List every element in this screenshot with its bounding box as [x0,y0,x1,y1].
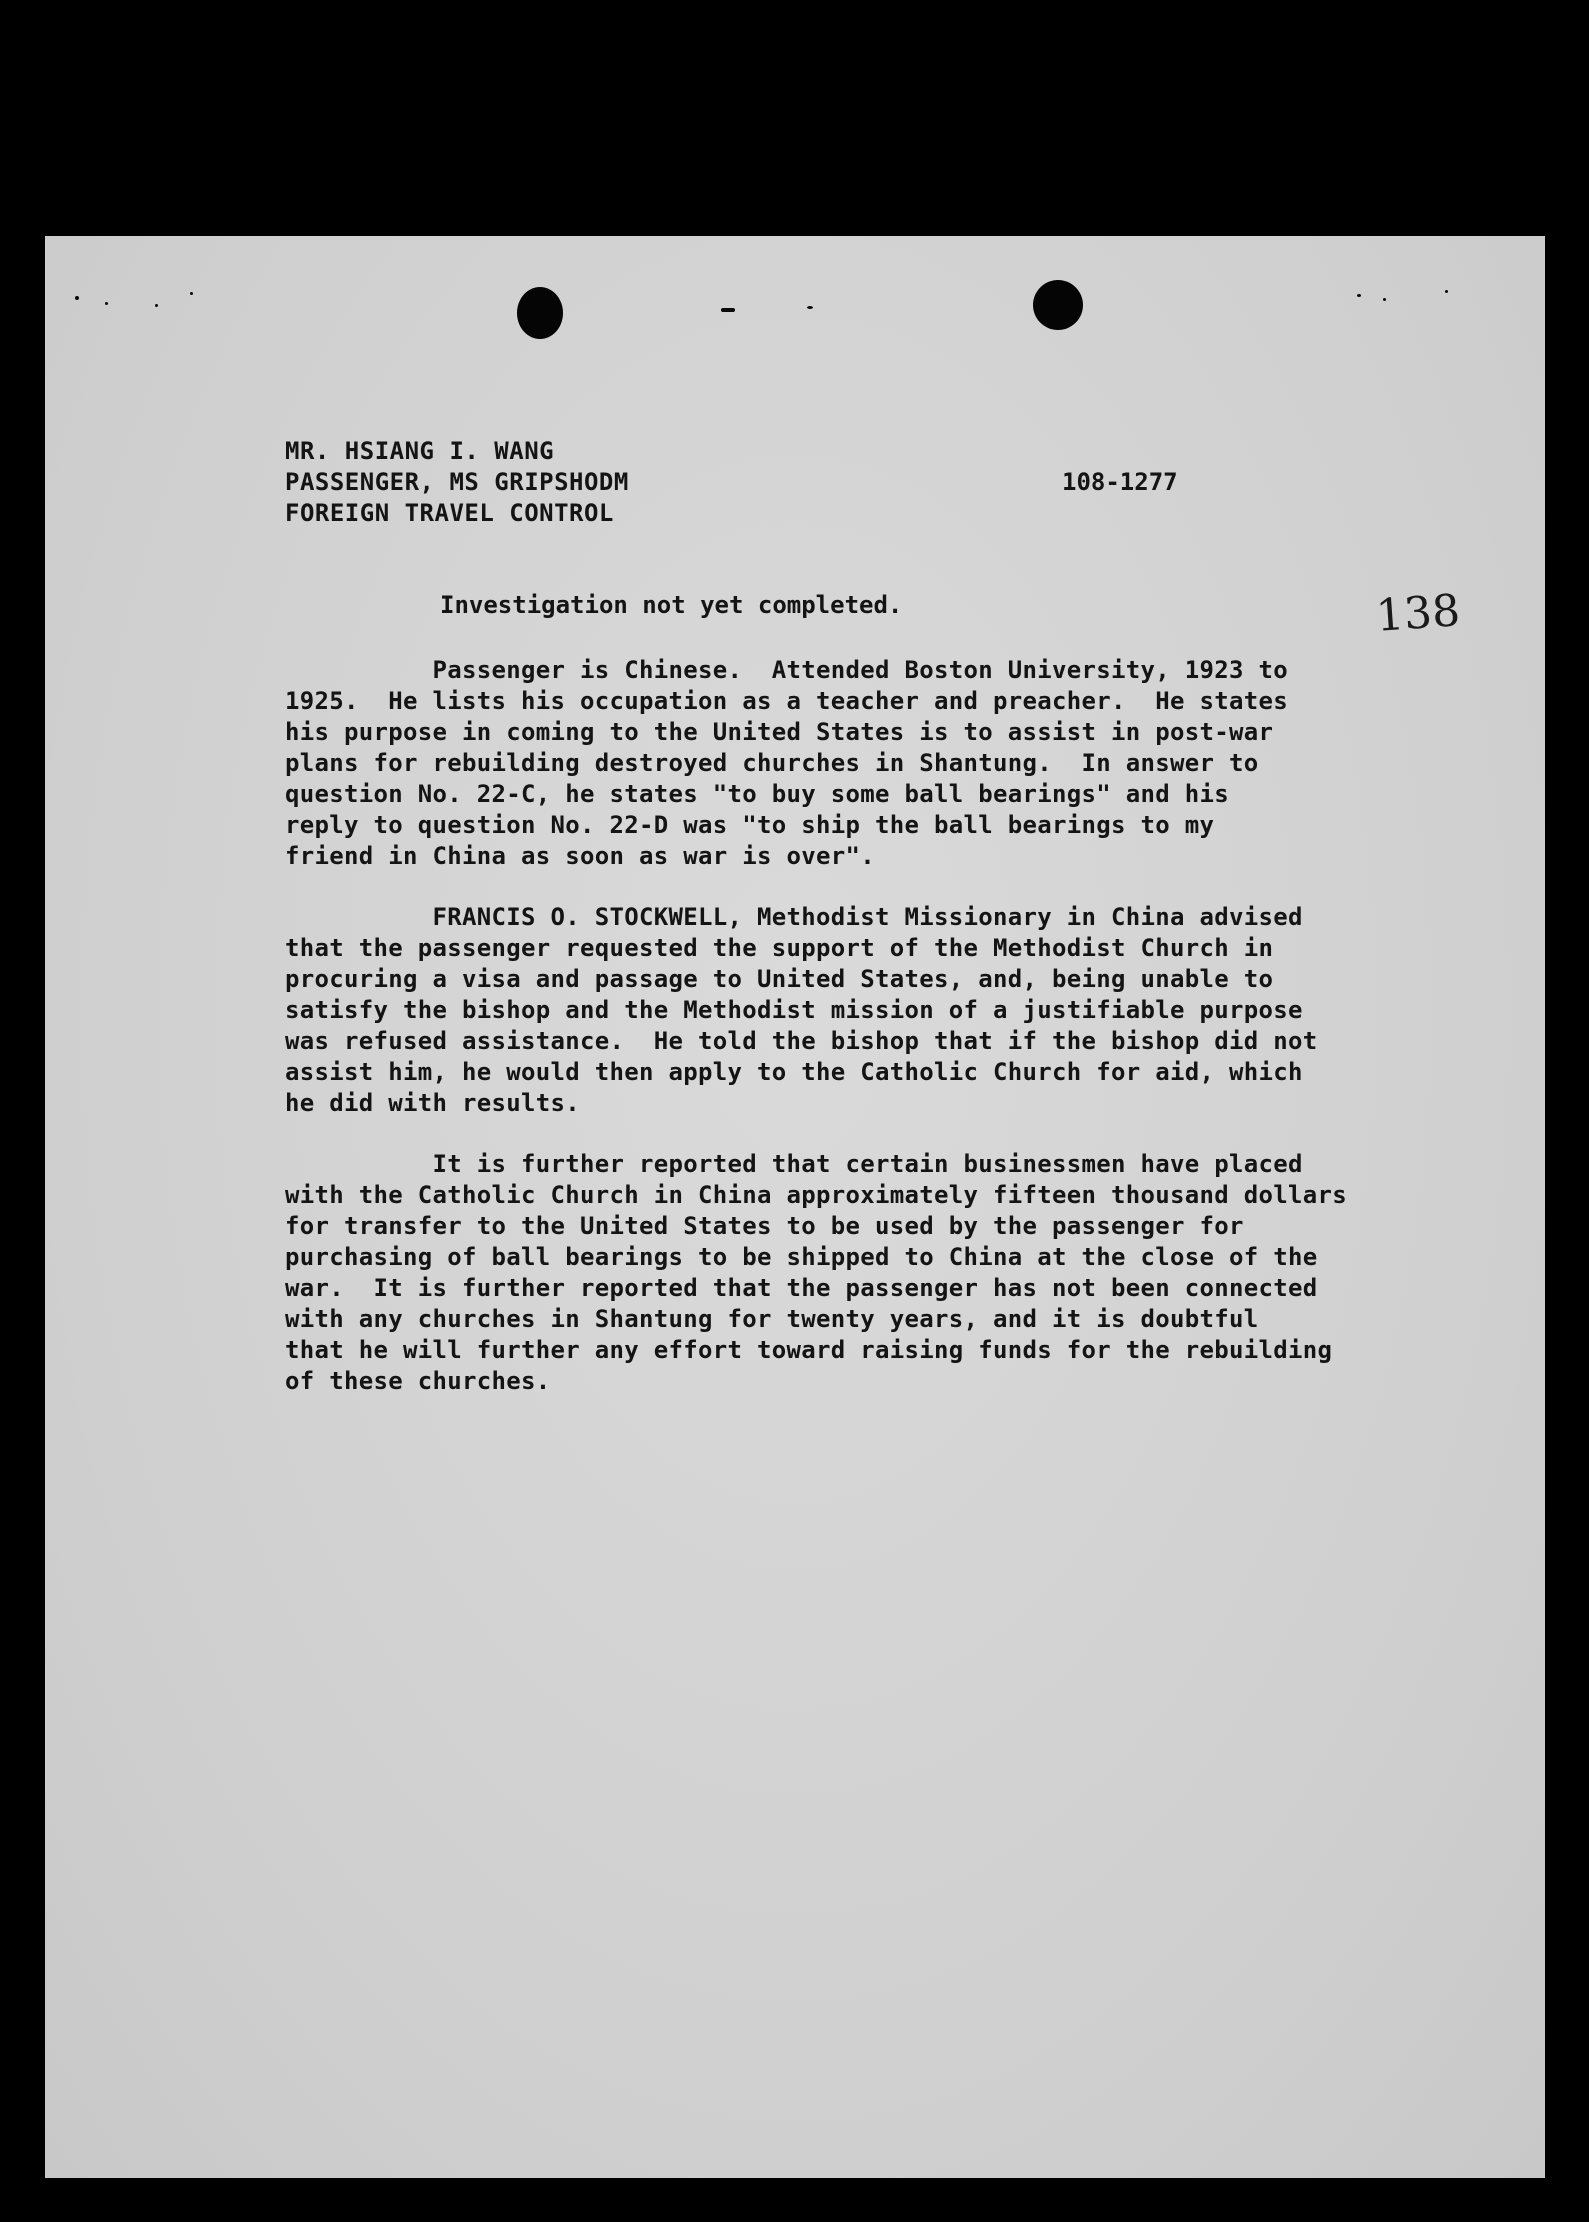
header-passenger: PASSENGER, MS GRIPSHODM [285,468,629,496]
paragraph-line: purchasing of ball bearings to be shipped to China at the close of the [285,1243,1318,1271]
file-number: 108-1277 [1062,468,1178,496]
speck [155,304,158,307]
paragraph-line: 1925. He lists his occupation as a teacher and preacher. He states [285,687,1288,715]
paragraph-line: was refused assistance. He told the bishop that if the bishop did not [285,1027,1318,1055]
document-page [45,236,1545,2178]
speck [75,296,79,300]
paragraph-missionary-report [285,902,1317,1119]
speck [807,306,813,309]
paragraph-line: he did with results. [285,1089,580,1117]
paragraph-line: war. It is further reported that the passenger has not been connected [285,1274,1318,1302]
paragraph-line: It is further reported that certain businessmen have placed [285,1150,1303,1178]
speck [1445,290,1448,293]
paragraph-line: procuring a visa and passage to United States, and, being unable to [285,965,1274,993]
paragraph-line: with any churches in Shantung for twenty years, and it is doubtful [285,1305,1259,1333]
speck [721,308,735,312]
speck [190,292,193,295]
paragraph-further-report [285,1149,1347,1397]
handwritten-page-number: 138 [1374,585,1462,642]
punch-hole-right [1033,280,1083,330]
paragraph-line: of these churches. [285,1367,551,1395]
paragraph-line: that he will further any effort toward raising funds for the rebuilding [285,1336,1333,1364]
paragraph-line: FRANCIS O. STOCKWELL, Methodist Missionary in China advised [285,903,1303,931]
header-name: MR. HSIANG I. WANG [285,437,555,465]
paragraph-line: plans for rebuilding destroyed churches in Shantung. In answer to [285,749,1259,777]
header-department: FOREIGN TRAVEL CONTROL [285,499,614,527]
paragraph-line: friend in China as soon as war is over". [285,842,875,870]
paragraph-line: for transfer to the United States to be used by the passenger for [285,1212,1244,1240]
paragraph-line: Passenger is Chinese. Attended Boston University, 1923 to [285,656,1288,684]
speck [1357,294,1361,297]
speck [105,302,108,305]
paragraph-line: his purpose in coming to the United States is to assist in post-war [285,718,1274,746]
paragraph-line: question No. 22-C, he states "to buy some ball bearings" and his [285,780,1229,808]
paragraph-line: with the Catholic Church in China approximately fifteen thousand dollars [285,1181,1347,1209]
paragraph-line: reply to question No. 22-D was "to ship the ball bearings to my [285,811,1215,839]
document-header [285,436,629,529]
speck [1383,298,1386,301]
paragraph-line: satisfy the bishop and the Methodist mission of a justifiable purpose [285,996,1303,1024]
paragraph-line: that the passenger requested the support of the Methodist Church in [285,934,1274,962]
paragraph-passenger-details [285,655,1288,872]
punch-hole-left [517,287,563,339]
investigation-status: Investigation not yet completed. [440,591,903,619]
paragraph-line: assist him, he would then apply to the Catholic Church for aid, which [285,1058,1303,1086]
